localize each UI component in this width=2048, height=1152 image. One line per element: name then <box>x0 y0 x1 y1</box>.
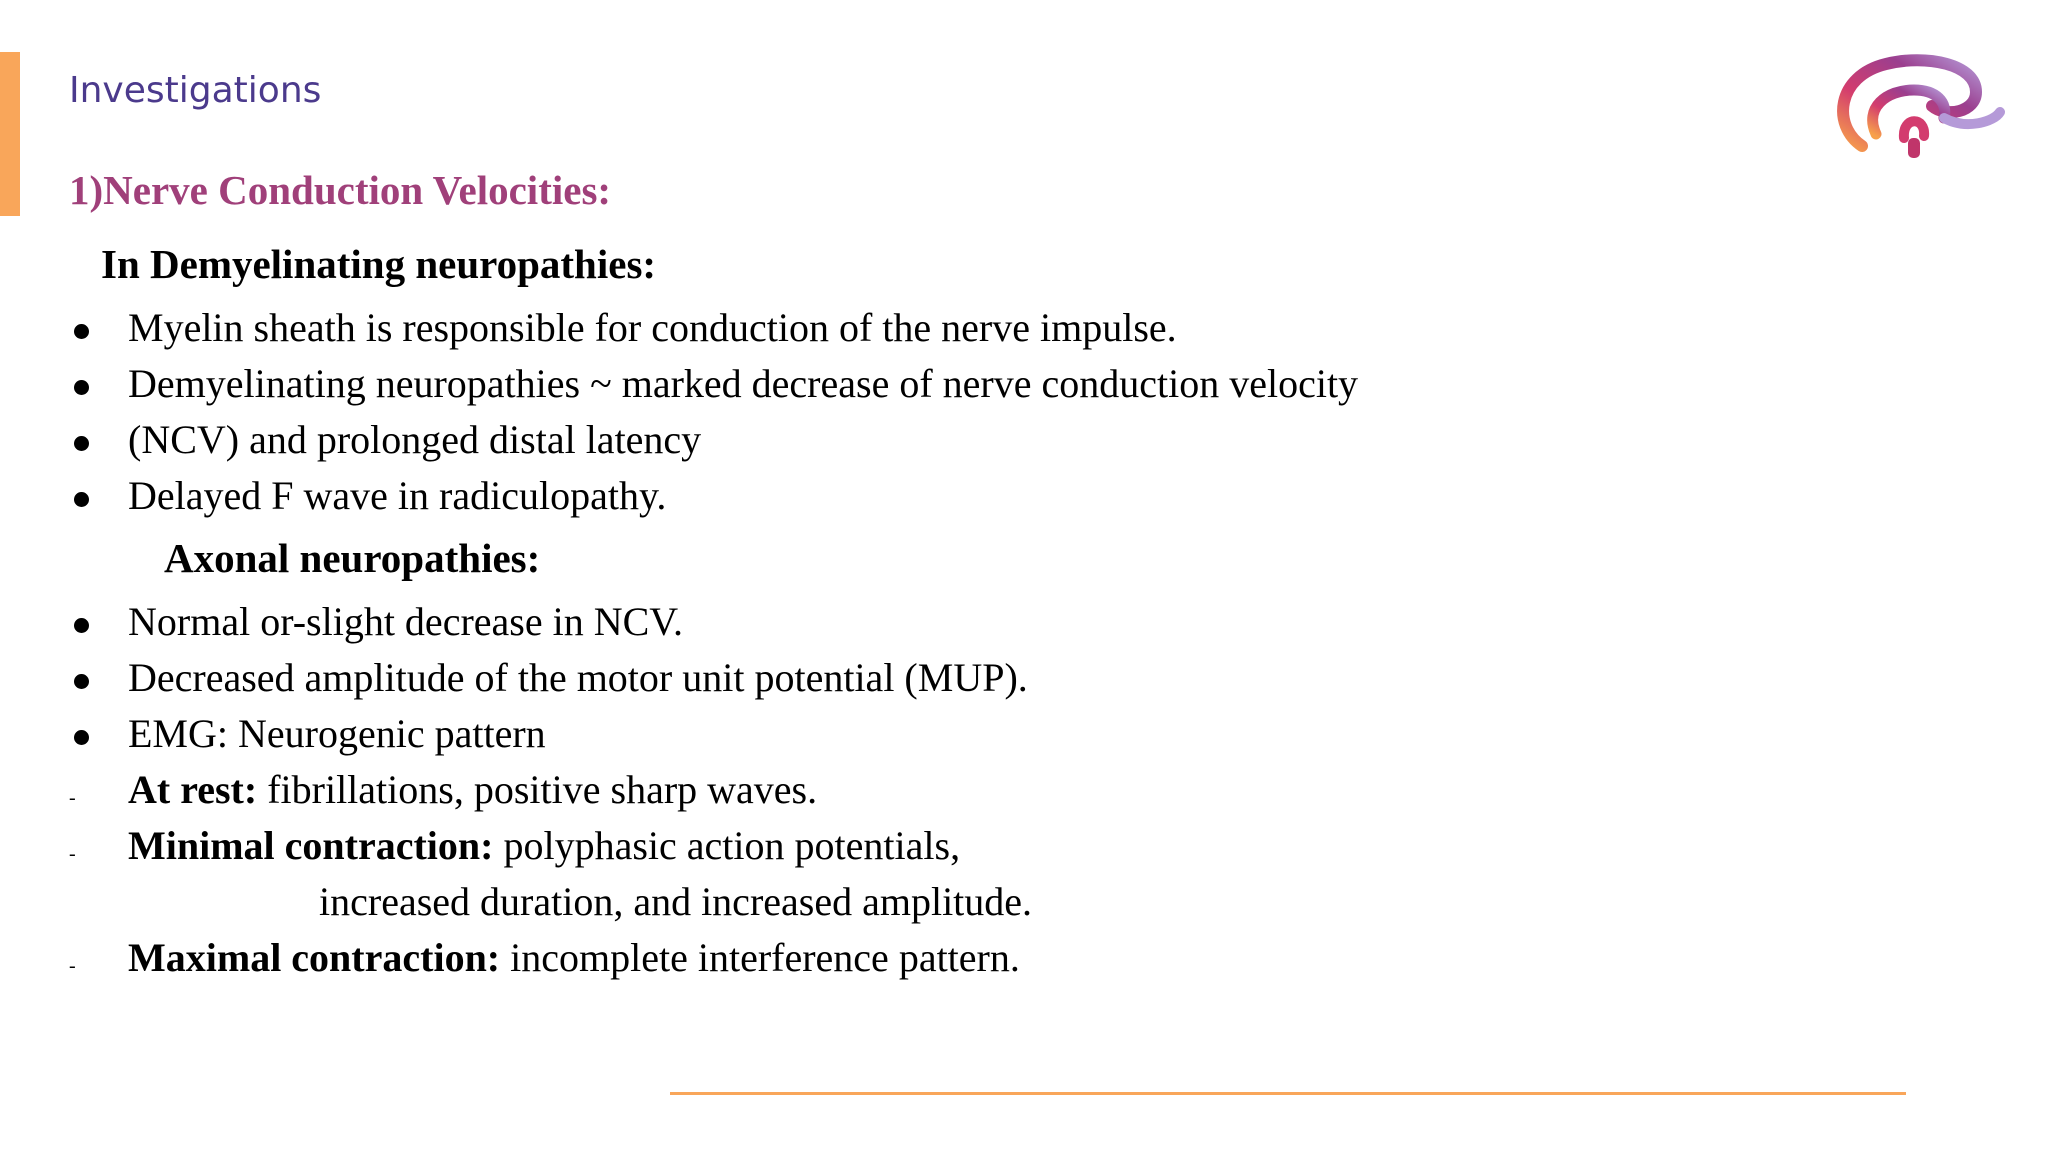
list-item-text: (NCV) and prolonged distal latency <box>128 417 702 462</box>
list-item <box>0 706 1028 762</box>
list-item <box>0 930 1020 986</box>
list-item <box>0 412 1358 468</box>
dash-marker-icon: - <box>69 955 76 977</box>
emg-detail-text: incomplete interference pattern. <box>500 935 1020 980</box>
list-item <box>0 300 1358 356</box>
emg-detail-label: Maximal contraction: <box>128 935 501 980</box>
axonal-subheading: Axonal neuropathies: <box>164 535 541 581</box>
emg-detail-list-last <box>0 930 1020 986</box>
dash-marker-icon: - <box>69 843 76 865</box>
demyelinating-subheading: In Demyelinating neuropathies: <box>101 241 657 287</box>
list-item <box>0 762 960 818</box>
brain-logo-icon <box>1826 46 2006 166</box>
emg-detail-continuation: increased duration, and increased amplitude. <box>319 879 1033 924</box>
bullet-icon <box>74 618 89 633</box>
list-item <box>0 356 1358 412</box>
emg-detail-label: Minimal contraction: <box>128 823 494 868</box>
list-item <box>0 594 1028 650</box>
bullet-icon <box>74 436 89 451</box>
bullet-icon <box>74 492 89 507</box>
list-item-text: Decreased amplitude of the motor unit potential (MUP). <box>128 655 1028 700</box>
footer-divider <box>670 1092 1906 1095</box>
dash-marker-icon: - <box>69 787 76 809</box>
demyelinating-bullet-list <box>0 300 1358 524</box>
left-accent-bar <box>0 52 20 216</box>
emg-detail-list <box>0 762 960 874</box>
list-item <box>0 818 960 874</box>
list-item-text: Myelin sheath is responsible for conduction of the nerve impulse. <box>128 305 1177 350</box>
list-item-text: Demyelinating neuropathies ~ marked decrease of nerve conduction velocity <box>128 361 1359 406</box>
bullet-icon <box>74 324 89 339</box>
list-item <box>0 650 1028 706</box>
axonal-bullet-list <box>0 594 1028 762</box>
list-item <box>0 468 1358 524</box>
emg-detail-label: At rest: <box>128 767 258 812</box>
bullet-icon <box>74 674 89 689</box>
list-item-text: EMG: Neurogenic pattern <box>128 711 546 756</box>
slide-heading: 1)Nerve Conduction Velocities: <box>69 167 612 213</box>
emg-detail-text: polyphasic action potentials, <box>493 823 961 868</box>
emg-detail-text: fibrillations, positive sharp waves. <box>257 767 818 812</box>
list-item-text: Normal or-slight decrease in NCV. <box>128 599 683 644</box>
list-item-text: Delayed F wave in radiculopathy. <box>128 473 667 518</box>
bullet-icon <box>74 730 89 745</box>
section-label: Investigations <box>69 70 322 111</box>
bullet-icon <box>74 380 89 395</box>
